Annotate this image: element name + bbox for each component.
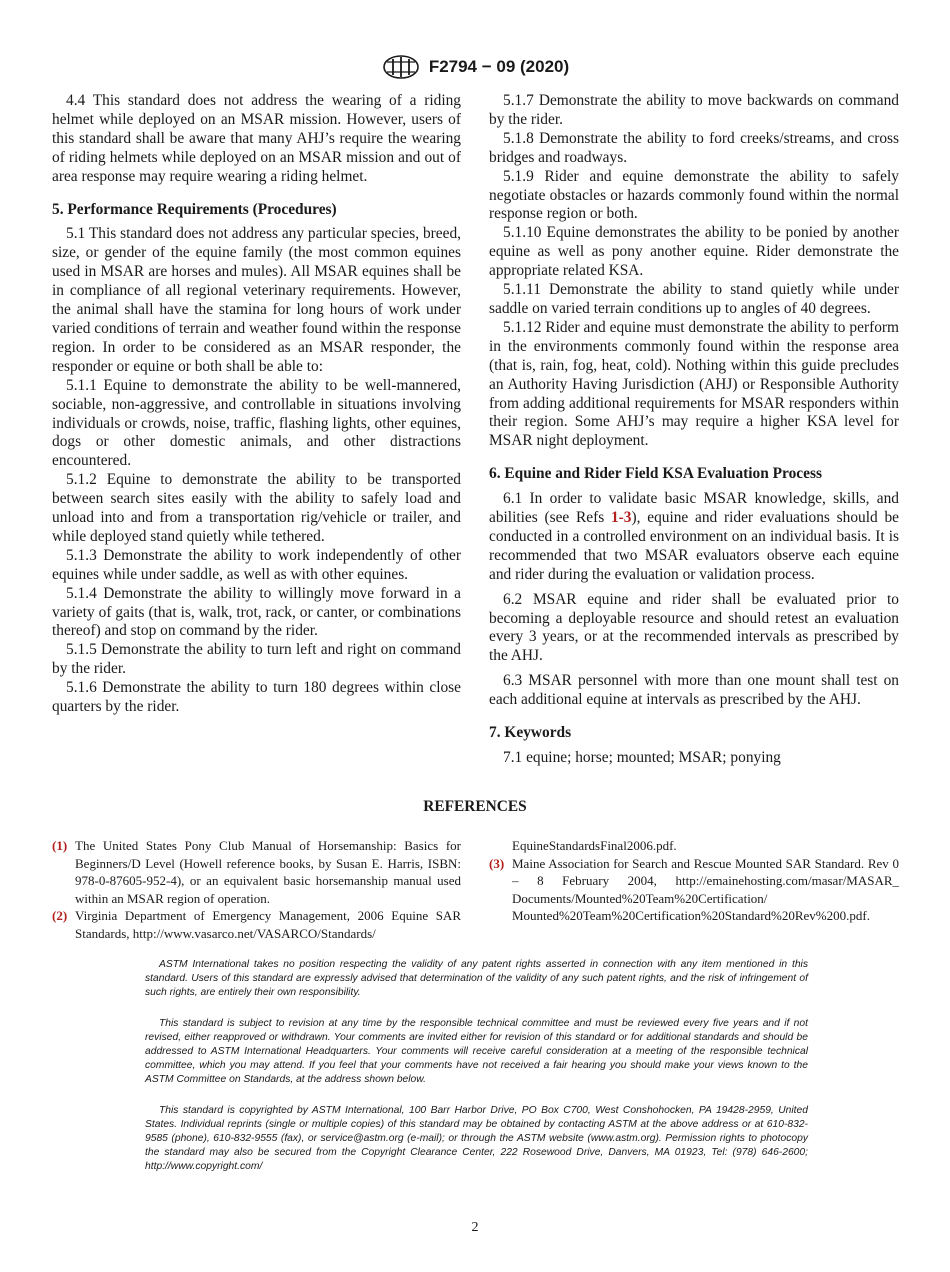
section-5-1-3: 5.1.3 Demonstrate the ability to work independently of other equines while under saddle, as well as with other equines. [52,546,461,583]
copyright-notice: This standard is copyrighted by ASTM International, 100 Barr Harbor Drive, PO Box C700, West Conshohocken, PA 19428-2959, United States. Individual reprints (single or multiple copies) of this standard may be obtained by contacting ASTM at the above address or at 610-832-9585 (phone), 610-832-9555 (fax), or service@astm.org (e-mail); or through the ASTM website (www.astm.org). Permission rights to photocopy the standard may also be secured from the Copyright Clearance Center, 222 Rosewood Drive, Danvers, MA 01923, Tel: (978) 646-2600; http://www.copyright.com/ [145,1105,808,1172]
reference-text: Virginia Department of Emergency Management, 2006 Equine SAR Standards, http://www.vasarco.net/VASARCO/Standards/ [75,908,461,941]
standard-designation: F2794 − 09 (2020) [428,57,570,76]
section-5-1: 5.1 This standard does not address any particular species, breed, size, or gender of the equine family (the most common equines used in MSAR are horses and mules). All MSAR equines shall be in compliance of all regional veterinary requirements. However, the animal shall have the stamina for long hours of work under varied conditions of terrain and weather found within the response region. In order to be considered as an MSAR responder, the responder or equine or both shall be able to: [52,225,462,375]
reference-number: (3) [489,855,505,871]
section-5-1-8: 5.1.8 Demonstrate the ability to ford creeks/streams, and cross bridges and roadways. [489,129,899,166]
section-6-heading: 6. Equine and Rider Field KSA Evaluation Process [489,465,822,483]
section-5-1-4: 5.1.4 Demonstrate the ability to willingly move forward in a variety of gaits (that is, walk, trot, rack, or canter, or combinations thereof) and stop on command by the rider. [52,584,461,640]
page-number: 2 [471,1220,479,1235]
section-5-heading: 5. Performance Requirements (Procedures) [52,200,337,218]
left-column [52,92,461,717]
reference-text: The United States Pony Club Manual of Horsemanship: Basics for Beginners/D Level (Howell reference books, by Susan E. Harris, ISBN: 978-0-87605-952-4), or an equivalent basic horsemanship manual used within an MSAR region of operation. [75,838,461,906]
refs-1-3-link[interactable]: 1-3 [610,509,632,527]
reference-continuation [489,837,899,855]
section-4-4: 4.4 This standard does not address the wearing of a riding helmet while deployed on an MSAR mission. However, users of this standard shall be aware that many AHJ’s require the wearing of riding helmets while deployed on an MSAR mission and out of area response may require wearing a riding helmet. [52,92,461,185]
section-7-1: 7.1 equine; horse; mounted; MSAR; ponying [503,749,781,766]
reference-2-continuation: EquineStandardsFinal2006.pdf. [512,838,677,853]
reference-number: (2) [52,908,68,923]
section-5-1-10: 5.1.10 Equine demonstrates the ability to be ponied by another equine as well as pony another equine. Rider demonstrate the appropriate related KSA. [489,224,899,280]
section-6-1-text-a: 6.1 In order to validate basic MSAR knowledge, skills, and abilities (see Refs [489,490,899,527]
reference-item [52,907,461,942]
patent-notice: ASTM International takes no position respecting the validity of any patent rights asserted in connection with any item mentioned in this standard. Users of this standard are expressly advised that determination of the validity of any such patent rights, and the risk of infringement of such rights, are entirely their own responsibility. [145,959,808,998]
section-5-1-11: 5.1.11 Demonstrate the ability to stand quietly while under saddle on varied terrain conditions up to angles of 40 degrees. [489,281,899,317]
section-5-1-2: 5.1.2 Equine to demonstrate the ability to be transported between search sites easily with the ability to safely load and unload into and from a transportation rig/vehicle or trailer, and while deployed stand quietly while tethered. [52,471,461,545]
reference-number: (1) [52,838,68,853]
section-5-1-12: 5.1.12 Rider and equine must demonstrate the ability to perform in the environments commonly found within the response area (that is, rain, fog, heat, cold). Nothing within this guide precludes an Authority Having Jurisdiction (AHJ) or Responsible Authority from adding additional requirements for MSAR responders within their region. Some AHJ’s may require a higher KSA level for MSAR night deployment. [489,318,899,450]
legal-notices [145,958,808,1191]
section-5-1-9: 5.1.9 Rider and equine demonstrate the ability to safely negotiate obstacles or hazards commonly found within the normal response region or both. [489,167,899,223]
reference-text: Maine Association for Search and Rescue Mounted SAR Standard. Rev 0 – 8 February 2004, http://emainehosting.com/masar/MASAR_ Documents/Mounted%20Team%20Certification/ Mounted%20Team%20Certification%20Standard%20Rev%200.pdf. [512,855,899,923]
section-5-1-5: 5.1.5 Demonstrate the ability to turn left and right on command by the rider. [52,641,461,678]
revision-notice: This standard is subject to revision at any time by the responsible technical committee and must be reviewed every five years and if not revised, either reapproved or withdrawn. Your comments are invited either for revision of this standard or for additional standards and should be addressed to ASTM International Headquarters. Your comments will receive careful consideration at a meeting of the responsible technical committee, which you may attend. If you feel that your comments have not received a fair hearing you should make your views known to the ASTM Committee on Standards, at the address shown below. [145,1018,808,1085]
section-5-1-1: 5.1.1 Equine to demonstrate the ability to be well-mannered, sociable, non-aggressive, and controllable in situations involving individuals or crowds, noise, traffic, flashing lights, other equines, dogs or other domestic animals, and other distractions encountered. [52,376,461,470]
references-left-column [52,837,461,942]
references-title: REFERENCES [423,798,527,815]
references-right-column [489,837,899,925]
right-column [489,92,899,768]
page-header [0,54,950,80]
section-6-1 [489,490,899,585]
astm-logo-icon [381,54,421,80]
section-7-heading: 7. Keywords [489,724,572,742]
reference-item [52,837,461,907]
section-5-1-7: 5.1.7 Demonstrate the ability to move backwards on command by the rider. [489,92,899,128]
reference-item [489,855,899,925]
section-5-1-6: 5.1.6 Demonstrate the ability to turn 180 degrees within close quarters by the rider. [52,679,461,716]
section-6-1-text-b: ), equine and rider evaluations should be conducted in a controlled environment on an individual basis. It is recommended that two MSAR evaluators observe each equine and rider during the evaluation or validation process. [489,509,899,583]
section-6-2: 6.2 MSAR equine and rider shall be evaluated prior to becoming a deployable resource and should retest an evaluation every 3 years, or at the recommended intervals as prescribed by the AHJ. [489,590,899,665]
section-6-3: 6.3 MSAR personnel with more than one mount shall test on each additional equine at intervals as prescribed by the AHJ. [489,672,899,709]
